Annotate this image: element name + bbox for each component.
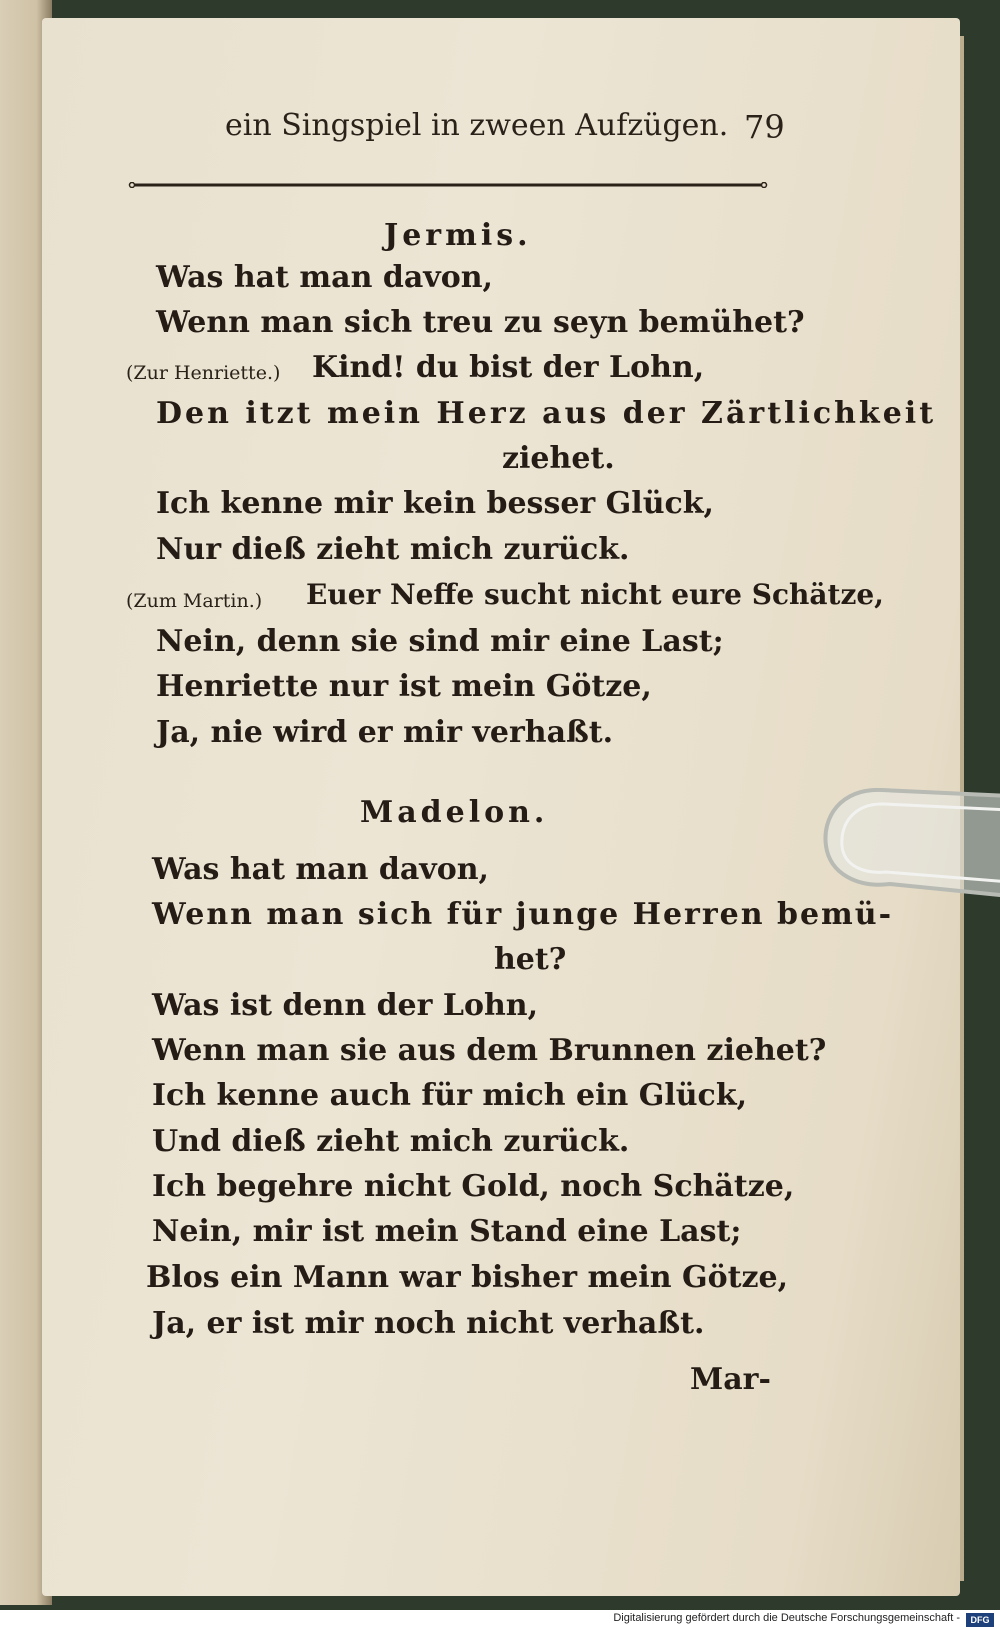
funding-credit: Digitalisierung gefördert durch die Deutsche Forschungsgemeinschaft -: [613, 1612, 960, 1624]
stage-direction: (Zur Henriette.): [126, 362, 281, 384]
running-title: ein Singspiel in zween Aufzügen.: [225, 108, 729, 143]
speaker-heading: Madelon.: [360, 795, 549, 830]
verse-line: Wenn man sie aus dem Brunnen ziehet?: [152, 1033, 827, 1068]
catchword: Mar-: [690, 1362, 771, 1397]
verse-line: Und dieß zieht mich zurück.: [152, 1124, 630, 1159]
speaker-heading: Jermis.: [384, 218, 532, 253]
verse-line: Nein, mir ist mein Stand eine Last;: [152, 1214, 742, 1249]
header-rule: [128, 182, 768, 188]
verse-line: Den itzt mein Herz aus der Zärtlichkeit: [156, 396, 937, 431]
verse-line: Blos ein Mann war bisher mein Götze,: [146, 1260, 789, 1295]
verse-line: Kind! du bist der Lohn,: [312, 350, 705, 385]
verse-line: Was hat man davon,: [152, 852, 489, 887]
footer-bar: [0, 1610, 1000, 1630]
verse-line: ziehet.: [502, 441, 615, 476]
verse-line: Was ist denn der Lohn,: [152, 988, 539, 1023]
verse-line: Wenn man sich für junge Herren bemü-: [152, 897, 894, 932]
verse-line: Ich kenne mir kein besser Glück,: [156, 486, 715, 521]
verse-line: Ja, er ist mir noch nicht verhaßt.: [152, 1306, 705, 1341]
verse-line: Nur dieß zieht mich zurück.: [156, 532, 630, 567]
verse-line: Ich kenne auch für mich ein Glück,: [152, 1078, 748, 1113]
dfg-logo: DFG: [966, 1613, 994, 1627]
verse-line: Wenn man sich treu zu seyn bemühet?: [156, 305, 805, 340]
stage-direction: (Zum Martin.): [126, 590, 263, 612]
verse-line: Ich begehre nicht Gold, noch Schätze,: [152, 1169, 795, 1204]
page-number: 79: [744, 108, 785, 146]
verse-line: het?: [494, 942, 567, 977]
verse-line: Was hat man davon,: [156, 260, 493, 295]
verse-line: Ja, nie wird er mir verhaßt.: [156, 715, 614, 750]
verse-line: Nein, denn sie sind mir eine Last;: [156, 624, 724, 659]
verse-line: Euer Neffe sucht nicht eure Schätze,: [306, 578, 884, 611]
verse-line: Henriette nur ist mein Götze,: [156, 669, 652, 704]
page-holder-clip: [820, 788, 1000, 898]
